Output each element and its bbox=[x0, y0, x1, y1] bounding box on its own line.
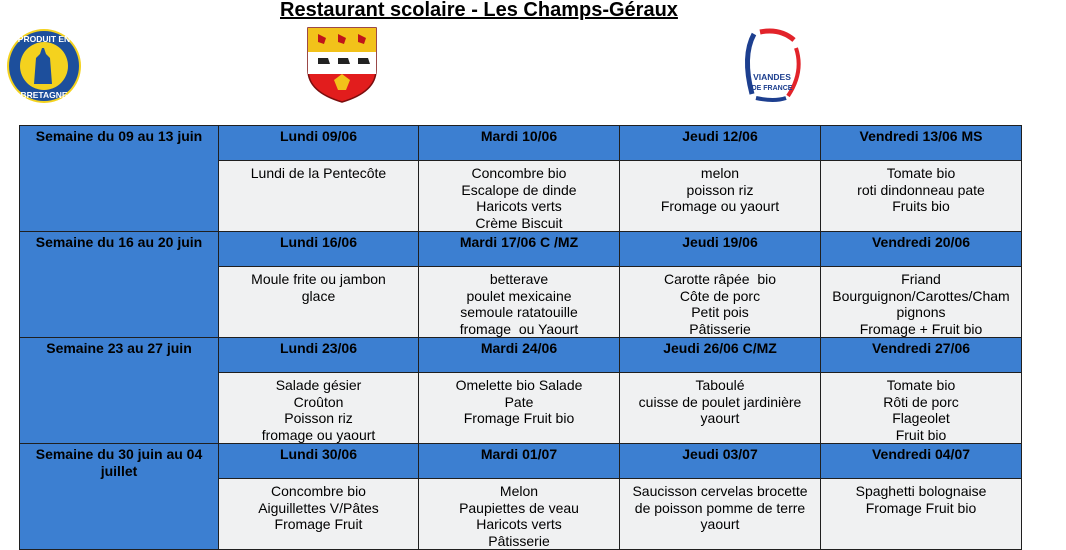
menu-line: Poisson riz bbox=[284, 410, 353, 426]
day-header: Lundi 09/06 bbox=[219, 126, 419, 161]
menu-line: Taboulé bbox=[695, 377, 745, 393]
menu-line: Salade gésier bbox=[275, 377, 362, 393]
menu-line: melon bbox=[700, 165, 740, 181]
menu-cell bbox=[620, 373, 821, 444]
logo-text-bottom: BRETAGNE bbox=[20, 90, 68, 100]
menu-line: Aiguillettes V/Pâtes bbox=[258, 499, 379, 516]
week-label-cell bbox=[20, 338, 219, 444]
menu-cell bbox=[219, 479, 419, 550]
day-header: Mardi 01/07 bbox=[419, 444, 620, 479]
day-header: Jeudi 03/07 bbox=[620, 444, 821, 479]
menu-line: Lundi de la Pentecôte bbox=[250, 165, 387, 181]
day-header: Lundi 23/06 bbox=[219, 338, 419, 373]
week-label: Semaine du 16 au 20 juin bbox=[35, 234, 203, 250]
menu-line: cuisse de poulet jardinière bbox=[638, 393, 802, 410]
menu-line: Spaghetti bolognaise bbox=[855, 483, 987, 499]
menu-line: Côte de porc bbox=[679, 287, 761, 304]
week-label-cell bbox=[20, 444, 219, 550]
menu-line: Fromage + Fruit bio bbox=[859, 320, 983, 337]
coat-of-arms-icon bbox=[306, 26, 378, 104]
menu-line: Fruit bio bbox=[895, 426, 947, 443]
menu-line: Haricots verts bbox=[476, 516, 562, 532]
menu-line: Concombre bio bbox=[471, 165, 567, 181]
day-header: Lundi 16/06 bbox=[219, 232, 419, 267]
week-label-cell bbox=[20, 232, 219, 338]
menu-table bbox=[19, 125, 1022, 550]
day-header: Vendredi 13/06 MS bbox=[821, 126, 1022, 161]
menu-line: Fromage Fruit bio bbox=[463, 410, 575, 426]
menu-line: Haricots verts bbox=[476, 198, 562, 214]
menu-cell bbox=[219, 161, 419, 232]
menu-line: Escalope de dinde bbox=[461, 181, 577, 198]
menu-line: Friand bbox=[901, 271, 941, 287]
week-label-cell bbox=[20, 126, 219, 232]
menu-cell bbox=[821, 267, 1022, 338]
vdf-text-1: VIANDES bbox=[753, 72, 791, 82]
menu-line: fromage ou yaourt bbox=[261, 426, 376, 443]
menu-cell bbox=[821, 161, 1022, 232]
menu-cell bbox=[620, 267, 821, 338]
menu-cell bbox=[419, 373, 620, 444]
menu-cell bbox=[620, 479, 821, 550]
menu-cell bbox=[821, 479, 1022, 550]
menu-line: Melon bbox=[499, 483, 539, 499]
menu-line: yaourt bbox=[700, 410, 740, 426]
day-header: Jeudi 12/06 bbox=[620, 126, 821, 161]
viandes-de-france-logo bbox=[734, 26, 806, 102]
day-header: Vendredi 27/06 bbox=[821, 338, 1022, 373]
menu-line: pignons bbox=[896, 304, 946, 320]
produit-en-bretagne-logo bbox=[6, 28, 82, 104]
menu-line: Pâtisserie bbox=[488, 532, 550, 549]
menu-line: Fromage Fruit bbox=[274, 516, 363, 532]
day-header: Lundi 30/06 bbox=[219, 444, 419, 479]
menu-cell bbox=[821, 373, 1022, 444]
menu-line: Bourguignon/Carottes/Cham bbox=[832, 287, 1010, 304]
menu-line: Fromage ou yaourt bbox=[660, 198, 780, 214]
day-header: Mardi 24/06 bbox=[419, 338, 620, 373]
menu-line: poisson riz bbox=[686, 181, 754, 198]
menu-line: Paupiettes de veau bbox=[459, 499, 579, 516]
page-title: Restaurant scolaire - Les Champs-Géraux bbox=[280, 0, 678, 21]
menu-line: Pate bbox=[504, 393, 534, 410]
menu-cell bbox=[620, 161, 821, 232]
menu-cell bbox=[219, 373, 419, 444]
menu-line: Pâtisserie bbox=[689, 320, 751, 337]
week-header-row bbox=[20, 338, 1022, 373]
menu-line: poulet mexicaine bbox=[466, 287, 572, 304]
menu-line: Saucisson cervelas brocette bbox=[632, 483, 808, 499]
menu-line: Crème Biscuit bbox=[475, 214, 563, 231]
menu-line: Tomate bio bbox=[886, 165, 956, 181]
menu-line: fromage ou Yaourt bbox=[459, 320, 579, 337]
menu-line: Fruits bio bbox=[892, 198, 950, 214]
menu-line: de poisson pomme de terre bbox=[634, 499, 806, 516]
menu-line: betterave bbox=[489, 271, 549, 287]
menu-line: semoule ratatouille bbox=[460, 304, 578, 320]
menu-line: Moule frite ou jambon bbox=[251, 271, 386, 287]
menu-cell bbox=[419, 161, 620, 232]
menu-cell bbox=[219, 267, 419, 338]
menu-cell bbox=[419, 267, 620, 338]
week-label: Semaine du 30 juin au 04 juillet bbox=[35, 446, 203, 479]
week-label: Semaine 23 au 27 juin bbox=[46, 340, 192, 356]
week-label: Semaine du 09 au 13 juin bbox=[35, 128, 203, 144]
day-header: Mardi 17/06 C /MZ bbox=[419, 232, 620, 267]
week-header-row bbox=[20, 232, 1022, 267]
day-header: Vendredi 04/07 bbox=[821, 444, 1022, 479]
menu-line: glace bbox=[301, 287, 336, 304]
menu-line: Rôti de porc bbox=[883, 393, 959, 410]
menu-line: Carotte râpée bio bbox=[663, 271, 777, 287]
menu-line: Croûton bbox=[293, 393, 344, 410]
vdf-text-2: DE FRANCE bbox=[751, 85, 793, 92]
menu-line: roti dindonneau pate bbox=[857, 181, 985, 198]
menu-line: Concombre bio bbox=[271, 483, 366, 499]
day-header: Jeudi 19/06 bbox=[620, 232, 821, 267]
week-header-row bbox=[20, 126, 1022, 161]
menu-line: Omelette bio Salade bbox=[455, 377, 583, 393]
menu-line: Fromage Fruit bio bbox=[865, 499, 977, 516]
logo-text-top: PRODUIT EN bbox=[17, 34, 71, 44]
week-header-row bbox=[20, 444, 1022, 479]
menu-line: Tomate bio bbox=[886, 377, 956, 393]
menu-line: yaourt bbox=[700, 516, 740, 532]
day-header: Mardi 10/06 bbox=[419, 126, 620, 161]
day-header: Jeudi 26/06 C/MZ bbox=[620, 338, 821, 373]
menu-cell bbox=[419, 479, 620, 550]
menu-line: Flageolet bbox=[892, 410, 950, 426]
menu-line: Petit pois bbox=[691, 304, 749, 320]
day-header: Vendredi 20/06 bbox=[821, 232, 1022, 267]
